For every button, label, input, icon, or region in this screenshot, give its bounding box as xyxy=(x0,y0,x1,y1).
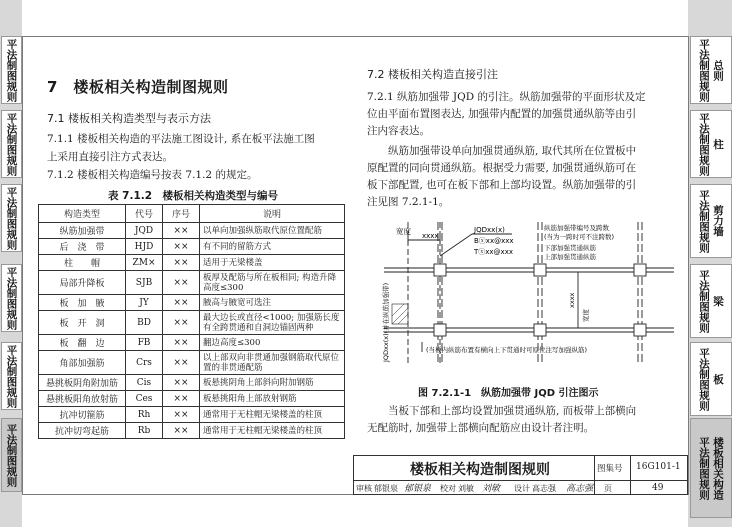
cell-seq: ×× xyxy=(163,351,200,375)
fig-note2: (当为一跨时可不注跨数) xyxy=(544,233,615,241)
section-7-2-heading: 7.2 楼板相关构造直接引注 xyxy=(367,68,498,81)
cell-desc: 板悬挑阴角上部斜向附加钢筋 xyxy=(200,375,345,391)
fig-bottom-note: (当板内纵筋布置有横向上下贯通时可原位注写加强纵筋) xyxy=(426,346,588,354)
title-block-divider-v2 xyxy=(630,456,631,494)
cell-desc: 板厚及配筋与所在板相同; 构造升降高度≤300 xyxy=(200,271,345,295)
right-tab-1-label: 平法制图规则 xyxy=(698,38,710,102)
cell-code: JQD xyxy=(126,223,163,239)
atlas-number: 16G101-1 xyxy=(636,462,681,472)
para-7-2-2-a: 纵筋加强带设单向加强贯通纵筋, 取代其所在位置板中 xyxy=(388,145,637,157)
page-number: 49 xyxy=(652,483,664,493)
fig-leader-line2: Bⓧxx@xxx xyxy=(474,237,514,245)
cell-desc: 适用于无梁楼盖 xyxy=(200,255,345,271)
left-tab-6[interactable] xyxy=(1,418,22,492)
cell-type: 局部升降板 xyxy=(39,271,126,295)
cell-code: SJB xyxy=(126,271,163,295)
checker-signature: 刘敏 xyxy=(482,484,501,494)
hatch-line xyxy=(392,304,404,316)
table-row xyxy=(39,391,345,407)
right-tab-column[interactable] xyxy=(690,110,732,178)
para-7-2-1-c: 注内容表达。 xyxy=(367,125,430,137)
right-tab-slab-related[interactable] xyxy=(690,418,732,518)
table-row xyxy=(39,375,345,391)
cell-code: HJD xyxy=(126,239,163,255)
left-tab-4[interactable] xyxy=(1,264,22,332)
para-7-2-2-d: 注见图 7.2.1-1。 xyxy=(367,196,450,208)
table-row xyxy=(39,351,345,375)
table-header-seq: 序号 xyxy=(163,205,200,223)
cell-type: 板 翻 边 xyxy=(39,335,126,351)
cell-seq: ×× xyxy=(163,391,200,407)
cell-type: 柱 帽 xyxy=(39,255,126,271)
checker-name: 刘敏 xyxy=(458,484,474,493)
fig-leader-line3: Tⓧxx@xxx xyxy=(474,248,513,256)
cell-seq: ×× xyxy=(163,255,200,271)
column-square xyxy=(634,324,646,336)
table-row xyxy=(39,255,345,271)
chapter-title: 7 楼板相关构造制图规则 xyxy=(47,78,229,96)
fig-vertical-label: JQDxx(x)(并在纵筋加强带) xyxy=(382,282,390,362)
table-row xyxy=(39,239,345,255)
right-tab-4-topic: 梁 xyxy=(712,295,724,307)
cell-seq: ×× xyxy=(163,311,200,335)
cell-seq: ×× xyxy=(163,423,200,439)
designer-signature: 高志强 xyxy=(566,484,594,494)
cell-desc: 有不同的留筋方式 xyxy=(200,239,345,255)
right-tab-1-topic: 总则 xyxy=(712,59,724,81)
fig-width-value: xxxx xyxy=(422,232,439,240)
cell-code: Rh xyxy=(126,407,163,423)
cell-seq: ×× xyxy=(163,239,200,255)
right-tab-6-topic: 楼板相关构造 xyxy=(712,436,724,500)
section-7-1-heading: 7.1 楼板相关构造类型与表示方法 xyxy=(47,112,211,125)
left-tab-1[interactable] xyxy=(1,36,22,104)
hatch-line xyxy=(392,308,408,324)
hatch-patch xyxy=(392,304,408,324)
cell-code: Crs xyxy=(126,351,163,375)
fig-note3: 下部加强贯通纵筋 xyxy=(544,244,596,252)
para-7-1-2: 7.1.2 楼板相关构造编号按表 7.1.2 的规定。 xyxy=(47,169,258,181)
left-tab-5[interactable] xyxy=(1,342,22,410)
para-7-2-3-a: 当板下部和上部均设置加强贯通纵筋, 而板带上部横向 xyxy=(388,405,637,417)
cell-code: Rb xyxy=(126,423,163,439)
para-7-1-1-a: 7.1.1 楼板相关构造的平法施工图设计, 系在板平法施工图 xyxy=(47,133,315,145)
cell-seq: ×× xyxy=(163,335,200,351)
cell-seq: ×× xyxy=(163,407,200,423)
table-header-code: 代号 xyxy=(126,205,163,223)
table-row xyxy=(39,423,345,439)
fig-leader-line1: JQDxx(x) xyxy=(474,226,505,234)
cell-type: 板 加 腋 xyxy=(39,295,126,311)
hatch-line xyxy=(398,314,408,324)
cell-type: 纵筋加强带 xyxy=(39,223,126,239)
fig-dim-vertical-label: 宽度 xyxy=(582,309,590,322)
cell-code: FB xyxy=(126,335,163,351)
para-7-2-2-c: 板下部配置, 也可在板下部和上部均设置。纵筋加强带的引 xyxy=(367,179,637,191)
atlas-label: 图集号 xyxy=(597,464,623,474)
cell-code: Ces xyxy=(126,391,163,407)
left-tab-2[interactable] xyxy=(1,110,22,178)
cell-type: 悬挑板阳角放射筋 xyxy=(39,391,126,407)
right-tab-5-label: 平法制图规则 xyxy=(698,347,710,411)
right-tab-6-label: 平法制图规则 xyxy=(698,436,710,500)
table-row xyxy=(39,271,345,295)
cell-desc: 以单向加强纵筋取代原位置配筋 xyxy=(200,223,345,239)
figure-caption: 图 7.2.1-1 纵筋加强带 JQD 引注图示 xyxy=(418,388,599,399)
cell-type: 角部加强筋 xyxy=(39,351,126,375)
cell-seq: ×× xyxy=(163,375,200,391)
cell-type: 后 浇 带 xyxy=(39,239,126,255)
right-tab-2-topic: 柱 xyxy=(712,138,724,150)
table-header-type: 构造类型 xyxy=(39,205,126,223)
para-7-2-3-b: 无配筋时, 加强带上部横向配筋应由设计者注明。 xyxy=(367,422,595,434)
left-tab-3-label: 平法制图规则 xyxy=(5,186,18,250)
cell-type: 悬挑板阴角附加筋 xyxy=(39,375,126,391)
page-label: 页 xyxy=(604,484,612,493)
cell-desc: 最大边长或直径<1000; 加强筋长度有全跨贯通和自洞边锚固两种 xyxy=(200,311,345,335)
cell-desc: 以上部双向非贯通加强钢筋取代原位置的非贯通配筋 xyxy=(200,351,345,375)
construction-table xyxy=(38,204,345,439)
para-7-1-1-b: 上采用直接引注方式表达。 xyxy=(47,151,173,163)
right-tab-shear-wall[interactable] xyxy=(690,184,732,258)
cell-seq: ×× xyxy=(163,223,200,239)
left-tab-3[interactable] xyxy=(1,184,22,252)
right-tab-4-label: 平法制图规则 xyxy=(698,269,710,333)
fig-note4: 上部加强贯通纵筋 xyxy=(544,253,596,261)
column-square xyxy=(634,264,646,276)
table-row xyxy=(39,335,345,351)
designer-name: 高志强 xyxy=(532,484,556,493)
table-row xyxy=(39,311,345,335)
cell-type: 板 开 洞 xyxy=(39,311,126,335)
cell-code: Cis xyxy=(126,375,163,391)
cell-desc: 通常用于无柱帽无梁楼盖的柱顶 xyxy=(200,407,345,423)
right-tab-3-label: 平法制图规则 xyxy=(698,189,710,253)
left-tab-4-label: 平法制图规则 xyxy=(5,266,18,330)
fig-note1: 纵筋加强带编号及跨数 xyxy=(544,224,609,232)
para-7-2-1-b: 位由平面布置图表达, 加强带内配置的加强贯通纵筋等由引 xyxy=(367,108,637,120)
cell-code: BD xyxy=(126,311,163,335)
leader-line xyxy=(440,234,472,256)
left-tab-6-label: 平法制图规则 xyxy=(5,423,18,487)
right-tab-3-topic: 剪力墙 xyxy=(712,205,724,237)
cell-desc: 通常用于无柱帽无梁楼盖的柱顶 xyxy=(200,423,345,439)
table-header-row xyxy=(39,205,345,223)
reviewer-signature: 郁银泉 xyxy=(404,484,432,494)
fig-width-label: 宽度 xyxy=(396,227,411,236)
cell-type: 抗冲切箍筋 xyxy=(39,407,126,423)
table-caption: 表 7.1.2 楼板相关构造类型与编号 xyxy=(108,190,279,202)
column-square xyxy=(534,264,546,276)
right-tab-5-topic: 板 xyxy=(712,373,724,385)
left-tab-5-label: 平法制图规则 xyxy=(5,344,18,408)
para-7-2-1-a: 7.2.1 纵筋加强带 JQD 的引注。纵筋加强带的平面形状及定 xyxy=(367,91,646,103)
cell-code: JY xyxy=(126,295,163,311)
right-tab-slab[interactable] xyxy=(690,342,732,416)
right-tab-beam[interactable] xyxy=(690,264,732,338)
cell-desc: 腋高与腋宽可选注 xyxy=(200,295,345,311)
column-square xyxy=(434,324,446,336)
reviewer-name: 郁银泉 xyxy=(374,484,398,493)
cell-code: ZM× xyxy=(126,255,163,271)
left-tab-2-label: 平法制图规则 xyxy=(5,112,18,176)
review-label: 审核 xyxy=(356,484,372,493)
design-label: 设计 xyxy=(514,484,530,493)
right-tab-general[interactable] xyxy=(690,36,732,104)
right-tab-2-label: 平法制图规则 xyxy=(698,112,710,176)
cell-type: 抗冲切弯起筋 xyxy=(39,423,126,439)
cell-seq: ×× xyxy=(163,295,200,311)
table-row xyxy=(39,223,345,239)
title-block-divider-v1 xyxy=(594,456,595,494)
fig-dim-vertical: xxxx xyxy=(568,292,576,308)
figure-jqd xyxy=(362,212,684,370)
para-7-2-2-b: 原配置的同向贯通纵筋。根据受力需要, 加强贯通纵筋可在 xyxy=(367,162,637,174)
check-label: 校对 xyxy=(440,484,456,493)
drawing-title: 楼板相关构造制图规则 xyxy=(410,462,550,478)
table-row xyxy=(39,295,345,311)
title-block xyxy=(353,455,688,495)
column-square xyxy=(534,324,546,336)
cell-desc: 翻边高度≤300 xyxy=(200,335,345,351)
left-tab-1-label: 平法制图规则 xyxy=(5,38,18,102)
cell-desc: 板悬挑阳角上部放射钢筋 xyxy=(200,391,345,407)
cell-seq: ×× xyxy=(163,271,200,295)
table-header-desc: 说明 xyxy=(200,205,345,223)
table-row xyxy=(39,407,345,423)
column-square xyxy=(434,264,446,276)
